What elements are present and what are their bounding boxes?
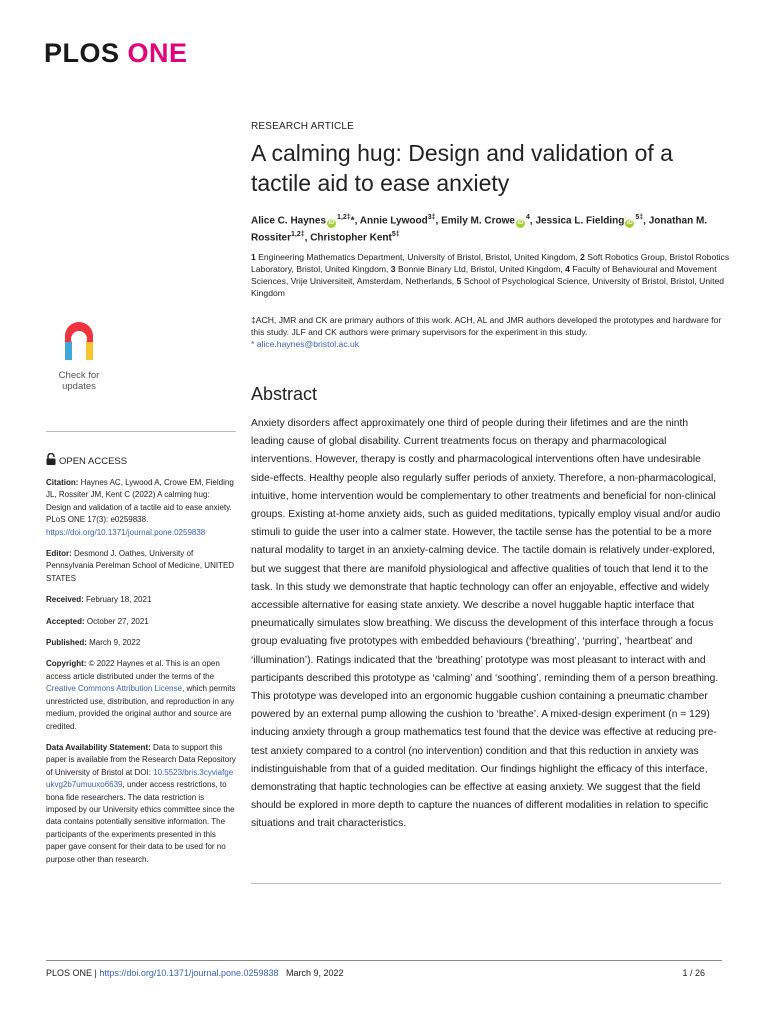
author-separator: , [435,215,442,227]
abstract-divider [251,883,721,884]
abstract-body: Anxiety disorders affect approximately one third of people during their lifetimes and are the ninth leading cause of global disability. Current treatments focus on therapy and pharmacological interventions. However, therapy is costly and pharmacological interventions often have undesirable side-effects. Healthy people also regularly suffer periods of anxiety. Therefore, a non-pharmacological, intuitive, home intervention would be complementary to other treatments and beneficial for non-clinical groups. Existing at-home anxiety aids, such as guided meditations, typically employ visual and/or audio stimuli to guide the user into a calmer state. However, the tactile sense has the potential to be a more natural modality to target in an anxiety-calming device. The tactile domain is relatively under-explored, but we suggest that there are manifold physiological and affective qualities of touch that lend it to the task. In this study we demonstrate that haptic technology can offer an enjoyable, effective and widely accessible alternative for easing state anxiety. We describe a novel huggable haptic interface that pneumatically simulates slow breathing. We discuss the development of this interface through a focus group evaluating five prototypes with embedded behaviours (‘breathing’, ‘purring’, ‘heartbeat’ and ‘illumination’). Ratings indicated that the ‘breathing’ prototype was most pleasant to interact with and participants described this prototype as ‘calming’ and ‘soothing’, reminding them of a person breathing. This prototype was developed into an ergonomic huggable cushion containing a pneumatic chamber powered by an external pump allowing the cushion to ‘breathe’. A mixed-design experiment (n = 129) inducing anxiety through a group mathematics test found that the device was effective at reducing pre-test anxiety compared to a control (no intervention) condition and that this reduction in anxiety was indistinguishable from that of a guided meditation. Our findings highlight the efficacy of this interface, demonstrating that haptic technologies can be effective at easing anxiety. We suggest that the field should be explored in more depth to capture the nuances of different modalities in relation to specific situations and trait characteristics. [251,418,721,830]
author-name[interactable]: Jessica L. Fielding [535,215,625,227]
open-access-badge [46,453,127,467]
data-availability-text-end: , under access restrictions, to bona fide researchers. The data restriction is imposed by our University ethics committee since the data contains potentially sensitive information. The participants of the experiments presented in this paper gave consent for their data to be used for no purpose other than research. [46,780,235,864]
data-availability-text: Data to support this paper is available from the Research Data Repository of University of Bristol at DOI: [46,742,236,777]
open-access-label: OPEN ACCESS [59,456,128,467]
affiliation-text: School of Psychological Science, University of Bristol, Bristol, United Kingdom [251,276,725,298]
published-label: Published: [46,638,87,648]
author-affiliation-sup: 1,2‡ [291,231,305,239]
author-affiliation-sup: 3‡ [427,214,436,221]
license-link[interactable]: Creative Commons Attribution License [46,684,183,694]
journal-logo[interactable] [44,38,188,69]
copyright-label: Copyright: [46,659,87,669]
affiliation-number: 3 [390,264,398,274]
author-list [251,211,731,245]
footer-doi-link[interactable]: https://doi.org/10.1371/journal.pone.0259838 [99,968,279,978]
author-separator: , [529,215,536,227]
article-type: RESEARCH ARTICLE [251,121,355,132]
page-number: 1 / 26 [682,968,705,978]
crossmark-badge[interactable] [48,322,110,392]
citation-label: Citation: [46,478,79,487]
editor-label: Editor: [46,549,72,559]
author-contributions [251,314,731,350]
received-block [46,594,236,606]
copyright-block [46,658,236,732]
author-separator: *, [350,215,360,227]
author-affiliation-sup: 4 [525,214,530,221]
author-affiliation-sup: 5‡ [391,231,400,239]
affiliation-number: 2 [580,252,588,262]
article-title: A calming hug: Design and validation of a tactile aid to ease anxiety [251,140,673,196]
citation-doi-link[interactable]: https://doi.org/10.1371/journal.pone.0259838 [46,527,206,537]
accepted-label: Accepted: [46,616,85,626]
author-name[interactable]: Jonathan M. Rossiter [251,215,708,244]
article-metadata-sidebar [46,477,236,875]
affiliation-text: Bonnie Binary Ltd, Bristol, United Kingdom, [397,264,566,274]
author-separator: , [304,232,311,244]
author-separator: , [643,215,649,227]
author-name[interactable]: Emily M. Crowe [441,215,515,227]
email-link[interactable]: alice.haynes@bristol.ac.uk [256,339,360,349]
published-date: March 9, 2022 [89,638,141,648]
affiliation-text: Soft Robotics Group, Bristol Robotics Laboratory, Bristol, United Kingdom, [251,252,730,274]
page-footer [46,968,344,978]
affiliation-number: 4 [565,264,573,274]
author-name[interactable]: Christopher Kent [310,232,392,244]
abstract-heading: Abstract [251,384,318,404]
affiliation-number: 1 [251,252,259,262]
accepted-block [46,616,236,628]
author-affiliation-sup: 5‡ [635,214,644,221]
editor-text: Desmond J. Oathes, University of Pennsylvania Perelman School of Medicine, UNITED STATES [46,549,235,583]
orcid-icon[interactable]: iD [626,220,633,227]
footer-separator: | [92,968,100,978]
affiliation-text: Engineering Mathematics Department, University of Bristol, Bristol, United Kingdom, [258,252,581,262]
logo-one: ONE [127,38,188,68]
author-name[interactable]: Alice C. Haynes [251,215,327,227]
affiliations [251,251,731,299]
copyright-text-end: , which permits unrestricted use, distribution, and reproduction in any medium, provided the original author and source are credited. [46,684,236,731]
footer-divider [46,960,722,961]
data-availability-label: Data Availability Statement: [46,742,151,752]
footer-date: March 9, 2022 [286,968,344,978]
citation-text: Haynes AC, Lywood A, Crowe EM, Fielding JL, Rossiter JM, Kent C (2022) A calming hug: Design and validation of a tactile aid to ease anxiety. PLoS ONE 17(3): e0259838. [46,478,234,525]
data-availability-block [46,742,236,866]
orcid-icon[interactable]: iD [328,220,335,227]
footer-journal: PLOS ONE [46,968,93,978]
accepted-date: October 27, 2021 [86,616,149,626]
crossmark-label: Check for updates [58,370,100,392]
data-doi-link[interactable]: 10.5523/bris.3cyviafgeukvg2b7umuuxo6639 [46,767,234,790]
logo-plos: PLOS [44,38,120,68]
citation-block [46,477,236,539]
contributions-text: ‡ACH, JMR and CK are primary authors of this work. ACH, AL and JMR authors developed the prototypes and hardware for this study. JLF and CK authors were primary supervisors for the experiment in this study. [251,315,722,337]
orcid-icon[interactable]: iD [517,220,524,227]
affiliation-number: 5 [456,276,464,286]
crossmark-icon [61,322,97,362]
received-label: Received: [46,595,84,605]
author-name[interactable]: Annie Lywood [359,215,428,227]
copyright-text: © 2022 Haynes et al. This is an open access article distributed under the terms of the [46,659,220,681]
corresponding-mark: * [251,339,255,349]
sidebar-divider [46,431,236,432]
affiliation-text: Faculty of Behavioural and Movement Sciences, Vrije Universiteit, Amsterdam, Netherlands, [251,264,717,286]
received-date: February 18, 2021 [86,595,152,605]
published-block [46,637,236,649]
open-lock-icon [46,453,56,465]
author-affiliation-sup: 1,2‡ [337,214,351,221]
editor-block [46,548,236,585]
